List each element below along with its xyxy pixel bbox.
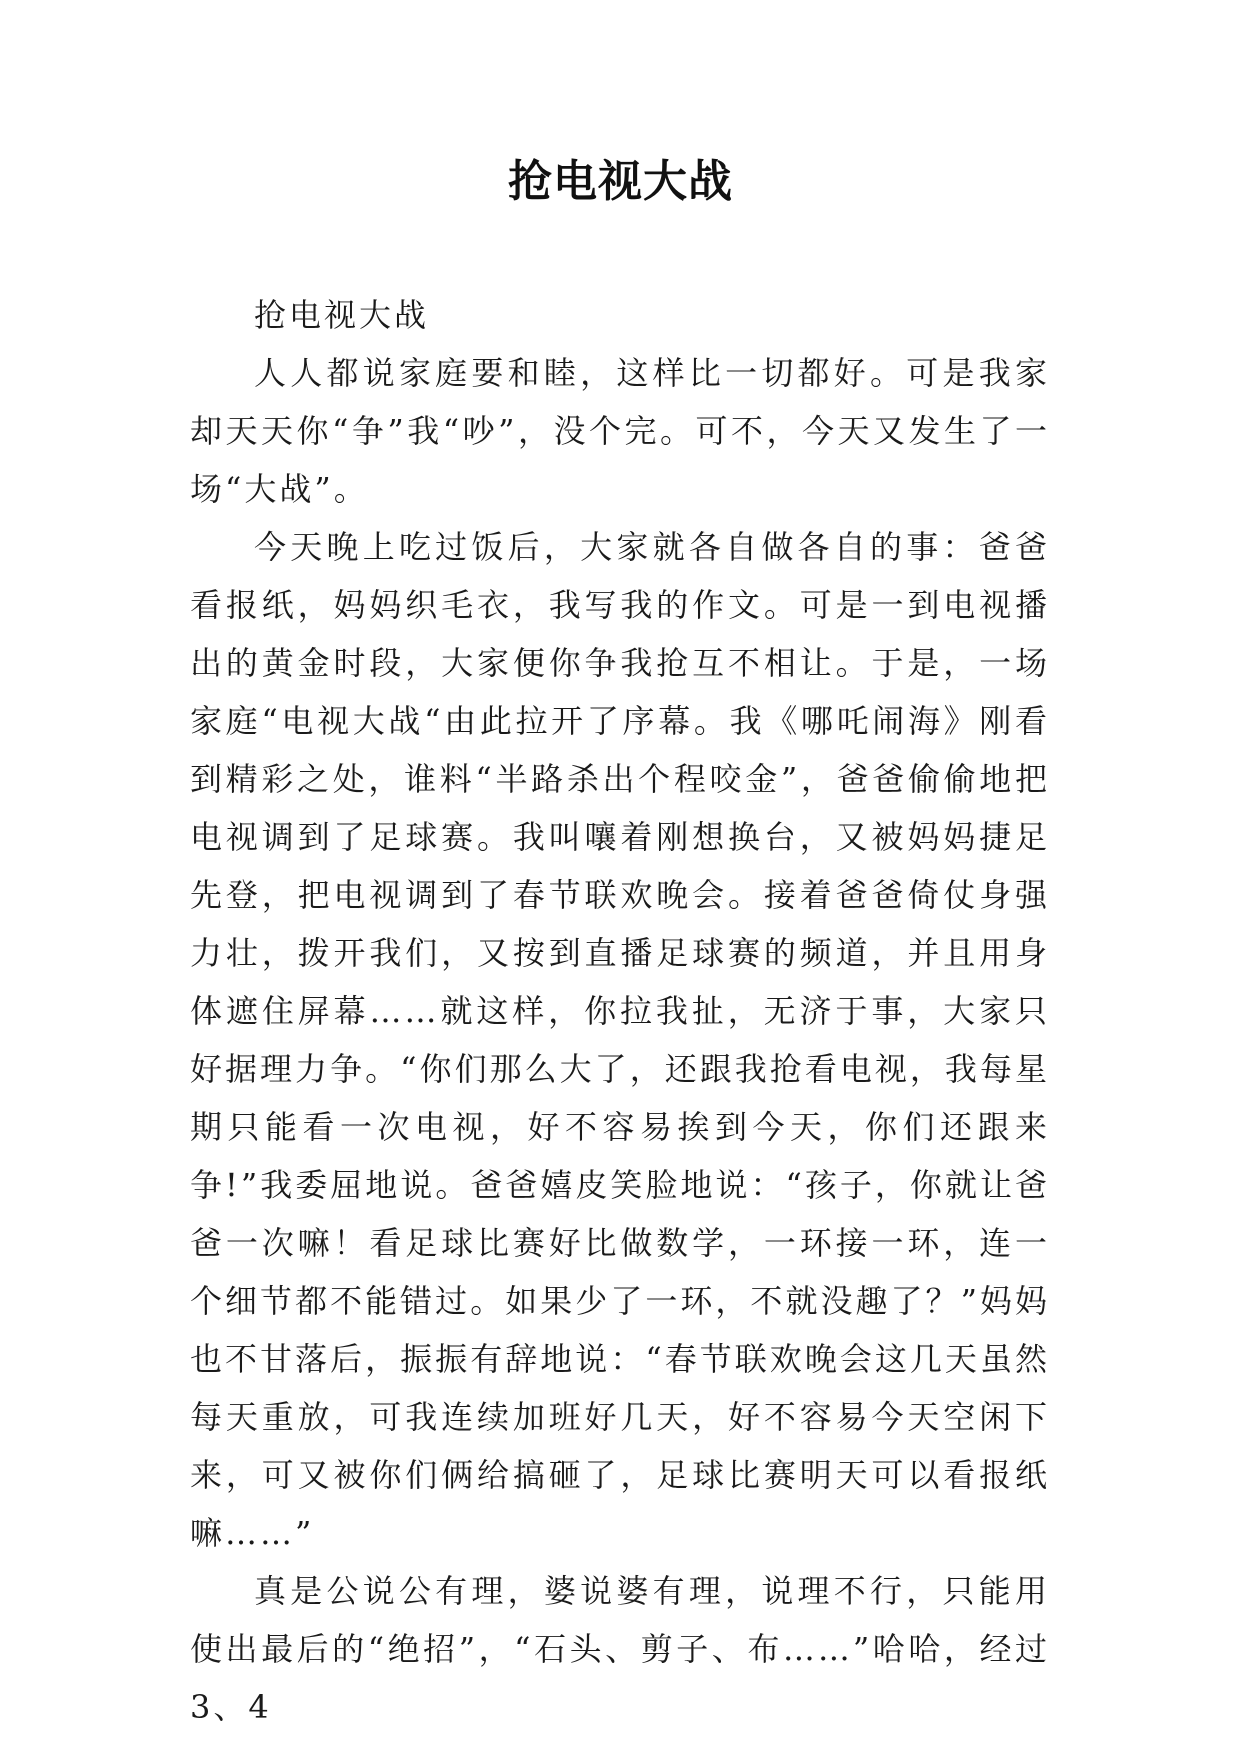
- document-title: 抢电视大战: [508, 156, 733, 207]
- paragraph-heading: 抢电视大战: [254, 296, 430, 334]
- document-body: [190, 286, 1050, 1736]
- paragraph: 真是公说公有理，婆说婆有理，说理不行，只能用使出最后的“绝招”，“石头、剪子、布……”哈哈，经过 3、4: [190, 1572, 1050, 1726]
- paragraph: 人人都说家庭要和睦，这样比一切都好。可是我家却天天你“争”我“吵”，没个完。可不，今天又发生了一场“大战”。: [190, 354, 1050, 508]
- paragraph: 今天晚上吃过饭后，大家就各自做各自的事：爸爸看报纸，妈妈织毛衣，我写我的作文。可是一到电视播出的黄金时段，大家便你争我抢互不相让。于是，一场家庭“电视大战“由此拉开了序幕。我《哪吒闹海》刚看到精彩之处，谁料“半路杀出个程咬金”，爸爸偷偷地把电视调到了足球赛。我叫嚷着刚想换台，又被妈妈捷足先登，把电视调到了春节联欢晚会。接着爸爸倚仗身强力壮，拨开我们，又按到直播足球赛的频道，并且用身体遮住屏幕……就这样，你拉我扯，无济于事，大家只好据理力争。“你们那么大了，还跟我抢看电视，我每星期只能看一次电视，好不容易挨到今天，你们还跟来争!”我委屈地说。爸爸嬉皮笑脸地说：“孩子，你就让爸爸一次嘛！看足球比赛好比做数学，一环接一环，连一个细节都不能错过。如果少了一环，不就没趣了？”妈妈也不甘落后，振振有辞地说：“春节联欢晚会这几天虽然每天重放，可我连续加班好几天，好不容易今天空闲下来，可又被你们俩给搞砸了，足球比赛明天可以看报纸嘛……”: [190, 528, 1050, 1552]
